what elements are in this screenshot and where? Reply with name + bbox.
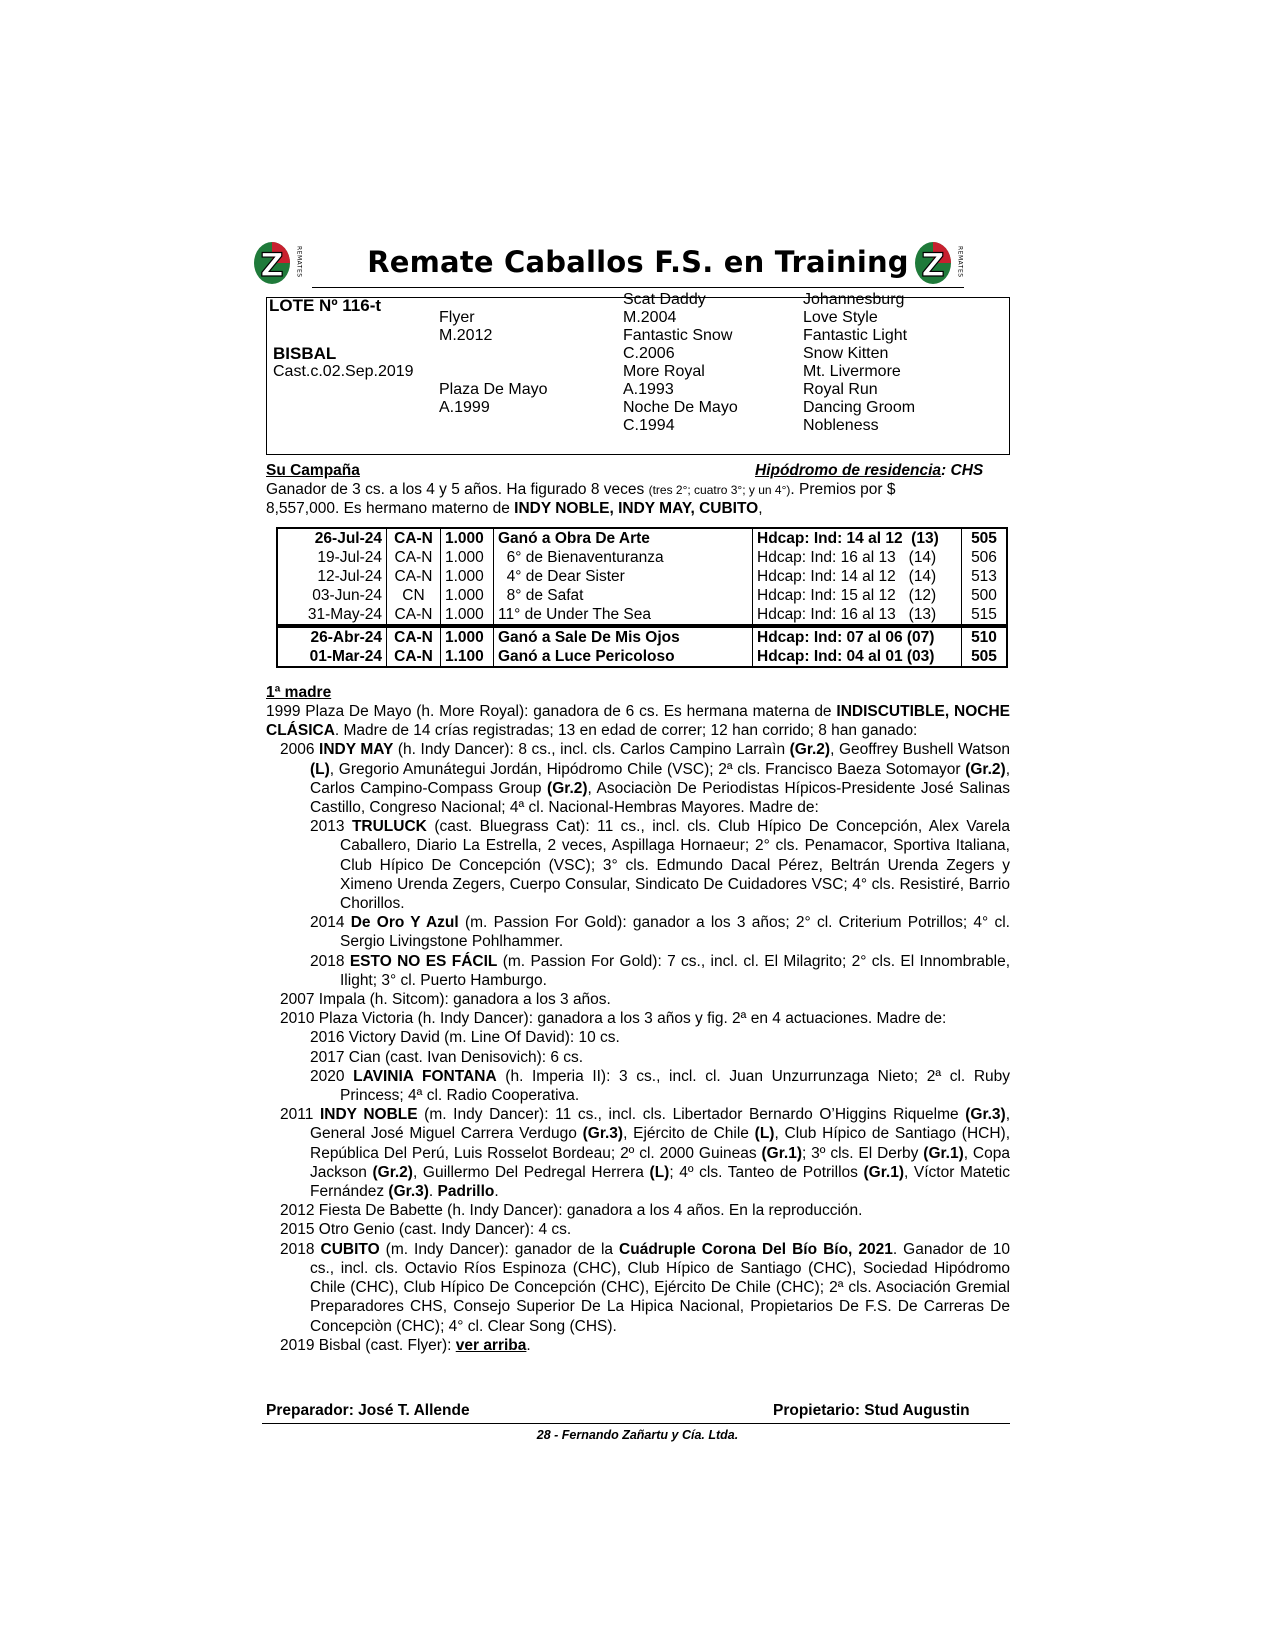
first-dam-heading: 1ª madre [266,684,332,701]
produce-entry: 2018 CUBITO (m. Indy Dancer): ganador de la Cuádruple Corona Del Bío Bío, 2021. Ganador de 10 cs., incl. cls. Octavio Ríos Espinoza (CHC), Club Hípico de Santiago (CHC), Sociedad Hipódromo Chile (CHC), Club Hípico De Concepción (CHC), Ejército De Chile (CHC); 2ª cls. Asociación Gremial Preparadores CHS, Consejo Superior De La Hipica Nacional, Propietarios De F.S. De Carreras De Concepciòn (CHC); 4° cl. Clear Song (CHS). [280,1240,1010,1335]
race-result: Ganó a Sale De Mis Ojos [494,627,753,647]
footer-rule [262,1423,1010,1424]
race-cat: CA-N [387,647,441,667]
campaign-line-1: Ganador de 3 cs. a los 4 y 5 años. Ha figurado 8 veces (tres 2°; cuatro 3°; y un 4°). Premios por $ [266,481,896,498]
race-result: 11° de Under The Sea [494,605,753,625]
race-cat: CA-N [387,528,441,548]
dam-name: Plaza De Mayo [439,381,548,398]
races-wins-table [276,626,1008,668]
campaign-line-2: 8,557,000. Es hermano materno de INDY NOBLE, INDY MAY, CUBITO, [266,500,763,517]
title-rule [312,287,964,288]
race-hdcap: Hdcap: Ind: 14 al 12 (13) [753,528,962,548]
g2-cell: More Royal [623,363,705,380]
race-date: 03-Jun-24 [312,587,382,604]
race-row [277,647,1007,667]
race-hdcap: Hdcap: Ind: 04 al 01 (03) [753,647,962,667]
race-date: 01-Mar-24 [309,648,382,665]
race-pts: 506 [962,548,1008,567]
race-result: Ganó a Obra De Arte [494,528,753,548]
g2-cell: Scat Daddy [623,291,706,308]
g3-cell: Love Style [803,309,878,326]
dam-summary: 1999 Plaza De Mayo (h. More Royal): ganadora de 6 cs. Es hermana materna de INDISCUTIBLE, NOCHE CLÁSICA. Madre de 14 crías registradas; 13 en edad de correr; 12 han corrido; 8 han ganado: [266,703,1010,740]
sire-year: M.2012 [439,327,493,344]
race-date: 26-Abr-24 [310,629,382,646]
race-date: 26-Jul-24 [314,530,382,547]
svg-text:REMATES: REMATES [295,246,303,278]
produce-entry: 2016 Victory David (m. Line Of David): 10 cs. [310,1029,620,1047]
race-result: Ganó a Luce Pericoloso [494,647,753,667]
remates-logo-icon [252,236,306,286]
race-row [277,586,1007,605]
horse-name: BISBAL [273,344,337,363]
page-title: Remate Caballos F.S. en Training [367,245,909,279]
race-row [277,548,1007,567]
g3-cell: Johannesburg [803,291,905,308]
g2-cell: C.1994 [623,417,675,434]
race-dist: 1.000 [441,567,494,586]
race-result: 6° de Bienaventuranza [494,548,753,567]
first-dam-text [266,702,1010,1355]
produce-entry: 2014 De Oro Y Azul (m. Passion For Gold): ganador a los 3 años; 2° cl. Criterium Potrillos; 4° cl. Sergio Livingstone Pohlhammer. [310,914,1010,951]
race-pts: 513 [962,567,1008,586]
race-hdcap: Hdcap: Ind: 16 al 13 (13) [753,605,962,625]
page-footer: 28 - Fernando Zañartu y Cía. Ltda. [536,1428,739,1442]
races-recent-table [276,527,1008,626]
race-hdcap: Hdcap: Ind: 16 al 13 (14) [753,548,962,567]
race-dist: 1.000 [441,586,494,605]
produce-entry: 2007 Impala (h. Sitcom): ganadora a los 3 años. [280,991,611,1009]
g3-cell: Fantastic Light [803,327,908,344]
race-dist: 1.000 [441,627,494,647]
svg-text:REMATES: REMATES [956,246,964,278]
residence [755,461,983,480]
produce-entry: 2020 LAVINIA FONTANA (h. Imperia II): 3 cs., incl. cl. Juan Unzurrunzaga Nieto; 2ª cl. Ruby Princess; 4ª cl. Radio Cooperativa. [310,1067,1011,1105]
race-pts: 500 [962,586,1008,605]
race-row [277,627,1007,647]
sire-name: Flyer [439,309,475,326]
race-cat: CA-N [387,548,441,567]
svg-text:Z: Z [260,246,284,284]
logo-left [252,236,306,286]
race-row [277,605,1007,625]
race-cat: CA-N [387,627,441,647]
race-pts: 510 [962,627,1008,647]
race-dist: 1.000 [441,548,494,567]
trainer: Preparador: José T. Allende [266,1402,470,1419]
g3-cell: Royal Run [803,381,878,398]
race-result: 8° de Safat [494,586,753,605]
g3-cell: Nobleness [803,417,879,434]
race-cat: CA-N [387,605,441,625]
residence-label: Hipódromo de residencia [755,462,942,479]
svg-text:Z: Z [921,246,945,284]
race-result: 4° de Dear Sister [494,567,753,586]
race-dist: 1.000 [441,528,494,548]
produce-entry: 2010 Plaza Victoria (h. Indy Dancer): ganadora a los 3 años y fig. 2ª en 4 actuaciones. Madre de: [280,1010,947,1028]
g2-cell: M.2004 [623,309,677,326]
produce-entry: 2012 Fiesta De Babette (h. Indy Dancer): ganadora a los 4 años. En la reproducción. [280,1202,863,1220]
g3-cell: Dancing Groom [803,399,916,416]
produce-entry: 2015 Otro Genio (cast. Indy Dancer): 4 cs. [280,1221,572,1239]
campaign-heading: Su Campaña [266,462,360,479]
residence-value: : CHS [941,462,984,479]
race-date: 12-Jul-24 [317,568,382,585]
race-pts: 505 [962,528,1008,548]
race-dist: 1.100 [441,647,494,667]
g2-cell: A.1993 [623,381,674,398]
horse-birth: Cast.c.02.Sep.2019 [273,363,414,380]
race-cat: CN [387,586,441,605]
owner: Propietario: Stud Augustin [773,1402,970,1419]
lot-number: LOTE Nº 116-t [269,296,382,315]
g3-cell: Mt. Livermore [803,363,901,380]
race-pts: 505 [962,647,1008,667]
race-hdcap: Hdcap: Ind: 14 al 12 (14) [753,567,962,586]
race-hdcap: Hdcap: Ind: 15 al 12 (12) [753,586,962,605]
race-row [277,528,1007,548]
race-date: 19-Jul-24 [317,549,382,566]
race-hdcap: Hdcap: Ind: 07 al 06 (07) [753,627,962,647]
race-cat: CA-N [387,567,441,586]
race-date: 31-May-24 [307,606,382,623]
produce-entry: 2018 ESTO NO ES FÁCIL (m. Passion For Gold): 7 cs., incl. cl. El Milagrito; 2° cls. El Innombrable, Ilight; 3° cl. Puerto Hamburgo. [310,952,1010,989]
pedigree-box [266,291,1010,455]
race-dist: 1.000 [441,605,494,625]
g2-cell: Noche De Mayo [623,399,738,416]
g2-cell: Fantastic Snow [623,327,733,344]
dam-year: A.1999 [439,399,490,416]
race-row [277,567,1007,586]
g3-cell: Snow Kitten [803,345,889,362]
g2-cell: C.2006 [623,345,675,362]
produce-entry: 2017 Cian (cast. Ivan Denisovich): 6 cs. [310,1048,584,1066]
race-pts: 515 [962,605,1008,625]
produce-entry: 2011 INDY NOBLE (m. Indy Dancer): 11 cs., incl. cls. Libertador Bernardo O’Higgins Riquelme (Gr.3), General José Miguel Carrera Verdugo (Gr.3), Ejército de Chile (L), Club Hípico de Santiago (HCH), República Del Perú, Luis Rosselot Bordeau; 2º cl. 2000 Guineas (Gr.1); 3º cls. El Derby (Gr.1), Copa Jackson (Gr.2), Guillermo Del Pedregal Herrera (L); 4º cls. Tanteo de Potrillos (Gr.1), Víctor Matetic Fernández (Gr.3). Padrillo. [280,1106,1011,1201]
produce-entry: 2006 INDY MAY (h. Indy Dancer): 8 cs., incl. cls. Carlos Campino Larraìn (Gr.2), Geoffrey Bushell Watson (L), Gregorio Amunátegui Jordán, Hipódromo Chile (VSC); 2ª cls. Francisco Baeza Sotomayor (Gr.2), Carlos Campino-Compass Group (Gr.2), Asociaciòn De Periodistas Hípicos-Presidente José Salinas Castillo, Congreso Nacional; 4ª cl. Nacional-Hembras Mayores. Madre de: [280,741,1010,817]
produce-entry: 2013 TRULUCK (cast. Bluegrass Cat): 11 cs., incl. cls. Club Hípico De Concepción, Alex Varela Caballero, Diario La Estrella, 2 veces, Aspillaga Hornaeur; 2° cls. Penamacor, Sportiva Italiana, Club Hípico De Concepción (VSC); 3° cls. Edmundo Dacal Pérez, Beltrán Urenda Zegers y Ximeno Urenda Zegers, Cuerpo Consular, Sindicato De Cuidadores VSC; 4° cls. Resistiré, Barrio Chorillos. [310,818,1010,913]
produce-entry: 2019 Bisbal (cast. Flyer): ver arriba. [280,1336,531,1354]
